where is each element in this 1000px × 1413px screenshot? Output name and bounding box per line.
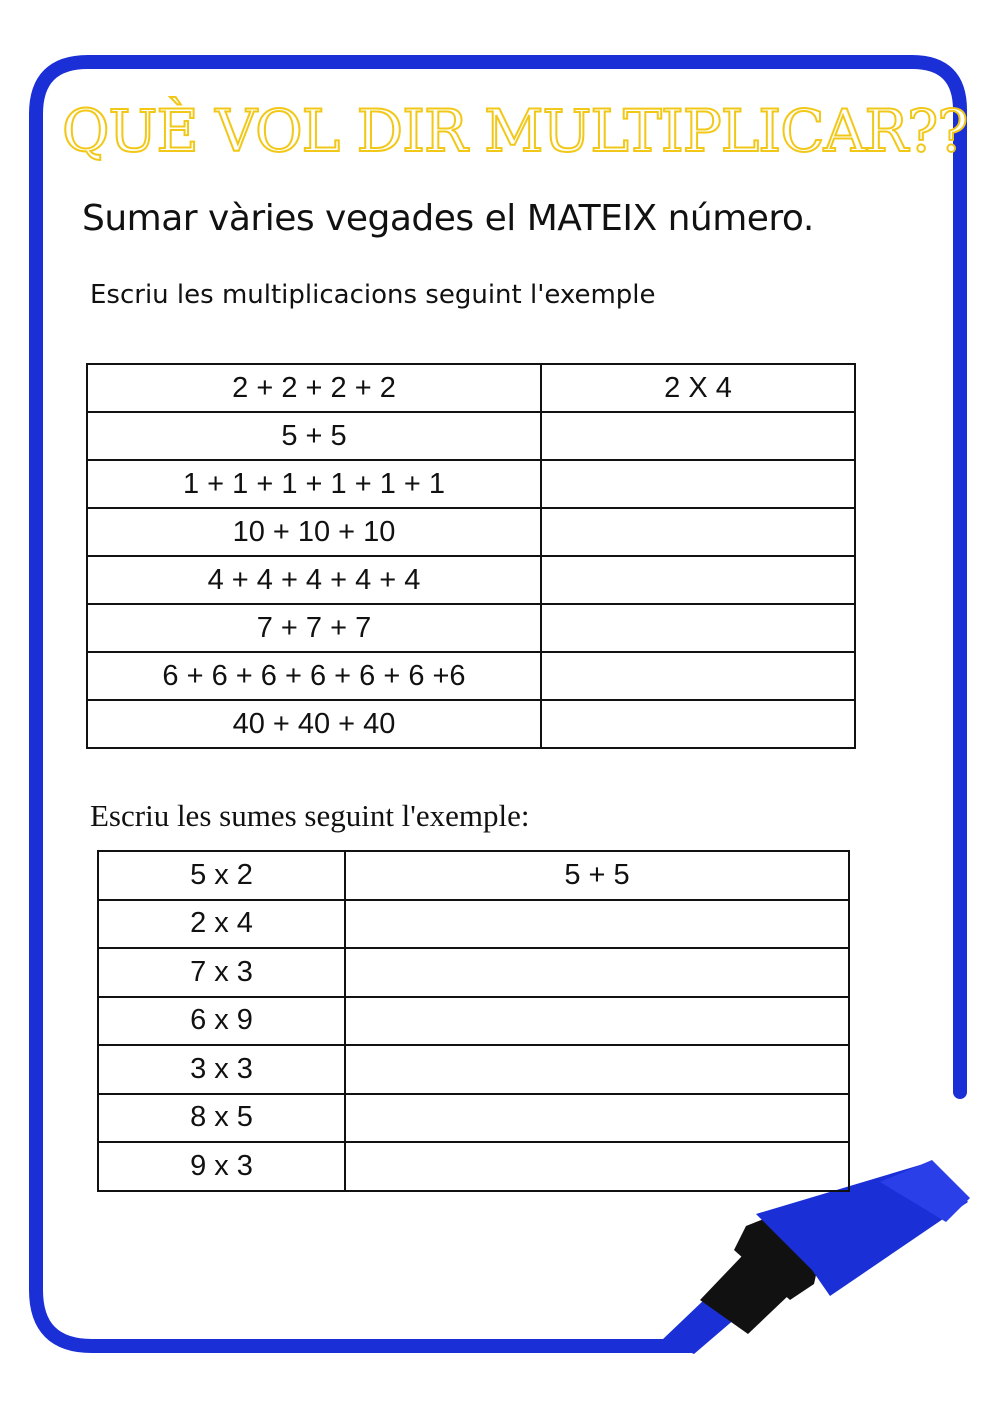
- sum-cell: 6 + 6 + 6 + 6 + 6 + 6 +6: [87, 652, 541, 700]
- answer-cell[interactable]: [345, 948, 849, 997]
- product-cell: 3 x 3: [98, 1045, 345, 1094]
- answer-cell[interactable]: [345, 1094, 849, 1143]
- product-cell: 7 x 3: [98, 948, 345, 997]
- product-cell: 6 x 9: [98, 997, 345, 1046]
- table-row: [98, 851, 849, 900]
- sum-cell: 10 + 10 + 10: [87, 508, 541, 556]
- instruction-sums: Escriu les sumes seguint l'exemple:: [90, 798, 530, 833]
- product-cell: 5 x 2: [98, 851, 345, 900]
- answer-cell[interactable]: [345, 900, 849, 949]
- product-cell: 2 x 4: [98, 900, 345, 949]
- table-row: [98, 948, 849, 997]
- page-subtitle: Sumar vàries vegades el MATEIX número.: [82, 198, 814, 239]
- sum-cell: 4 + 4 + 4 + 4 + 4: [87, 556, 541, 604]
- product-cell: 9 x 3: [98, 1142, 345, 1191]
- answer-cell[interactable]: [345, 1142, 849, 1191]
- answer-cell[interactable]: [541, 556, 855, 604]
- table-row: [98, 1142, 849, 1191]
- answer-cell[interactable]: [541, 604, 855, 652]
- instruction-multiplications: Escriu les multiplicacions seguint l'exemple: [90, 280, 656, 310]
- answer-cell[interactable]: 2 X 4: [541, 364, 855, 412]
- sum-cell: 7 + 7 + 7: [87, 604, 541, 652]
- sum-cell: 5 + 5: [87, 412, 541, 460]
- answer-cell[interactable]: [345, 1045, 849, 1094]
- sum-cell: 40 + 40 + 40: [87, 700, 541, 748]
- table-row: [87, 556, 855, 604]
- table-row: [87, 604, 855, 652]
- answer-cell[interactable]: [541, 412, 855, 460]
- table-row: [87, 364, 855, 412]
- sums-table: [97, 850, 850, 1192]
- sum-cell: 2 + 2 + 2 + 2: [87, 364, 541, 412]
- answer-cell[interactable]: [541, 700, 855, 748]
- table-row: [87, 460, 855, 508]
- table-row: [98, 997, 849, 1046]
- table-row: [98, 1094, 849, 1143]
- sum-cell: 1 + 1 + 1 + 1 + 1 + 1: [87, 460, 541, 508]
- page-title: QUÈ VOL DIR MULTIPLICAR??: [62, 97, 968, 165]
- table-row: [87, 652, 855, 700]
- multiplication-table: [86, 363, 856, 749]
- table-row: [87, 412, 855, 460]
- table-row: [98, 900, 849, 949]
- table-row: [87, 508, 855, 556]
- table-row: [98, 1045, 849, 1094]
- product-cell: 8 x 5: [98, 1094, 345, 1143]
- answer-cell[interactable]: [541, 460, 855, 508]
- answer-cell[interactable]: [541, 508, 855, 556]
- table-row: [87, 700, 855, 748]
- answer-cell[interactable]: 5 + 5: [345, 851, 849, 900]
- answer-cell[interactable]: [345, 997, 849, 1046]
- answer-cell[interactable]: [541, 652, 855, 700]
